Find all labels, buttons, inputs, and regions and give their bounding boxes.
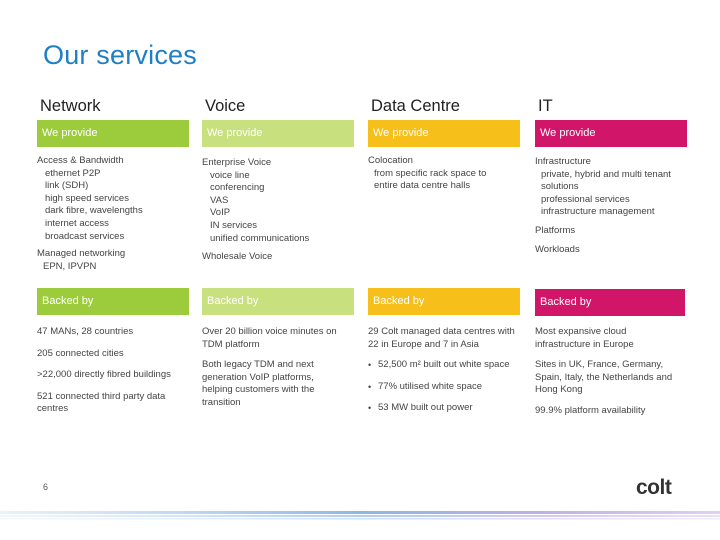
network-backed-bar: Backed by [37,288,189,315]
page-title: Our services [43,40,197,70]
service-sub-item: voice line [210,169,250,181]
service-sub-item: ethernet P2P [45,167,101,179]
it-backed-bar: Backed by [535,289,685,316]
service-sub-item: VoIP [210,207,231,219]
it-provide-bar: We provide [535,120,687,147]
it-heading: IT [538,97,553,115]
bullet-text: 53 MW built out power [378,402,473,414]
datacentre-provide-bar: We provide [368,120,520,147]
backed-item: 205 connected cities [37,347,124,359]
service-sub-item: broadcast services [45,230,125,242]
it-column [535,92,687,416]
service-sub-item: infrastructure management [541,206,655,218]
it-services [535,156,685,256]
service-sub-item: internet access [45,217,109,229]
page-number: 6 [43,482,49,492]
bullet-item [368,359,516,372]
bullet-icon: • [368,403,372,414]
service-sub-item: dark fibre, wavelengths [45,205,143,217]
datacentre-services [368,155,508,193]
service-sub-item: VAS [210,194,229,206]
service-sub-item: EPN, IPVPN [43,260,97,272]
backed-item: >22,000 directly fibred buildings [37,369,171,381]
backed-item: 521 connected third party data centres [37,390,166,415]
bullet-item [368,402,516,415]
service-item: Workloads [535,243,580,255]
service-sub-item: conferencing [210,182,265,194]
backed-item: Both legacy TDM and next generation VoIP platforms, helping customers with the transition [202,359,315,408]
network-heading: Network [40,97,101,115]
service-item: Platforms [535,224,576,236]
service-item: Managed networking [37,248,126,260]
network-backed-list [37,326,189,416]
datacentre-heading: Data Centre [371,97,460,115]
backed-item: 29 Colt managed data centres with 22 in Europe and 7 in Asia [368,326,515,350]
backed-item: Over 20 billion voice minutes on TDM platform [202,326,337,350]
voice-backed-list [202,326,342,410]
network-services [37,155,189,273]
service-sub-item: private, hybrid and multi tenant solutions [541,168,671,193]
service-item: Wholesale Voice [202,251,273,263]
bullet-icon: • [368,381,372,392]
service-sub-item: link (SDH) [45,180,89,192]
backed-item: 99.9% platform availability [535,404,646,416]
network-provide-bar: We provide [37,120,189,147]
datacentre-backed-bar: Backed by [368,288,520,315]
network-column [37,92,189,415]
voice-services [202,157,354,264]
service-item: Access & Bandwidth [37,155,124,166]
datacentre-backed-list [368,326,516,415]
backed-item: Most expansive cloud infrastructure in Europe [535,326,634,350]
service-sub-item: unified communications [210,232,310,244]
service-sub-item: from specific rack space to entire data centre halls [374,167,487,192]
it-backed-list [535,326,675,418]
colt-logo: colt [636,476,672,499]
bullet-text: 52,500 m² built out white space [378,359,510,371]
voice-heading: Voice [205,97,246,115]
service-sub-item: professional services [541,193,630,205]
voice-column [202,92,354,408]
voice-provide-bar: We provide [202,120,354,147]
service-item: Infrastructure [535,156,591,167]
bullet-text: 77% utilised white space [378,380,483,392]
service-sub-item: IN services [210,219,257,231]
service-item: Colocation [368,155,413,166]
decorative-stripe [0,509,720,521]
service-item: Enterprise Voice [202,157,272,168]
backed-item: Sites in UK, France, Germany, Spain, Italy, the Netherlands and Hong Kong [535,359,673,396]
backed-item: 47 MANs, 28 countries [37,326,134,337]
bullet-icon: • [368,360,372,371]
bullet-item [368,381,516,394]
service-sub-item: high speed services [45,192,129,204]
datacentre-column [368,92,520,414]
voice-backed-bar: Backed by [202,288,354,315]
